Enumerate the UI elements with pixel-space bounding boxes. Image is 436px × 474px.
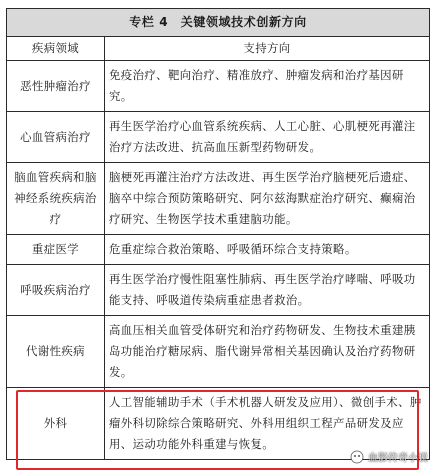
row-domain: 重症医学 xyxy=(7,235,105,265)
table-row xyxy=(7,163,430,235)
chat-bubble-icon xyxy=(350,450,364,464)
row-direction: 再生医学治疗心血管系统疾病、人工心脏、心肌梗死再灌注治疗方法改进、抗高血压新型药物研发。 xyxy=(105,112,430,163)
row-direction: 高血压相关血管受体研究和治疗药物研发、生物技术重建胰岛功能治疗糖尿病、脂代谢异常相关基因确认及治疗药物研发。 xyxy=(105,316,430,388)
row-domain: 外科 xyxy=(7,388,105,460)
table-row xyxy=(7,112,430,163)
table-title: 专栏 4 关键领域技术创新方向 xyxy=(7,9,430,37)
watermark-text: 血影传奇小说 xyxy=(368,453,428,464)
row-domain: 脑血管疾病和脑神经系统疾病治疗 xyxy=(7,163,105,235)
row-direction: 人工智能辅助手术（手术机器人研发及应用）、微创手术、肿瘤外科切除综合策略研究、外科用组织工程产品研发及应用、运动功能外科重建与恢复。 xyxy=(105,388,430,460)
table-row xyxy=(7,316,430,388)
row-domain: 呼吸疾病治疗 xyxy=(7,265,105,316)
row-direction: 再生医学治疗慢性阻塞性肺病、再生医学治疗哮喘、呼吸功能支持、呼吸道传染病重症患者救治。 xyxy=(105,265,430,316)
watermark xyxy=(350,449,428,464)
row-direction: 危重症综合救治策略、呼吸循环综合支持策略。 xyxy=(105,235,430,265)
row-domain: 心血管病治疗 xyxy=(7,112,105,163)
table-row xyxy=(7,61,430,112)
header-domain: 疾病领域 xyxy=(7,37,105,61)
table-row xyxy=(7,265,430,316)
row-direction: 免疫治疗、靶向治疗、精准放疗、肿瘤发病和治疗基因研究。 xyxy=(105,61,430,112)
innovation-table xyxy=(6,8,430,460)
table-row xyxy=(7,235,430,265)
row-domain: 代谢性疾病 xyxy=(7,316,105,388)
header-direction: 支持方向 xyxy=(105,37,430,61)
row-direction: 脑梗死再灌注治疗方法改进、再生医学治疗脑梗死后遗症、脑卒中综合预防策略研究、阿尔兹海默症治疗研究、癫痫治疗研究、生物医学技术重建脑功能。 xyxy=(105,163,430,235)
row-domain: 恶性肿瘤治疗 xyxy=(7,61,105,112)
